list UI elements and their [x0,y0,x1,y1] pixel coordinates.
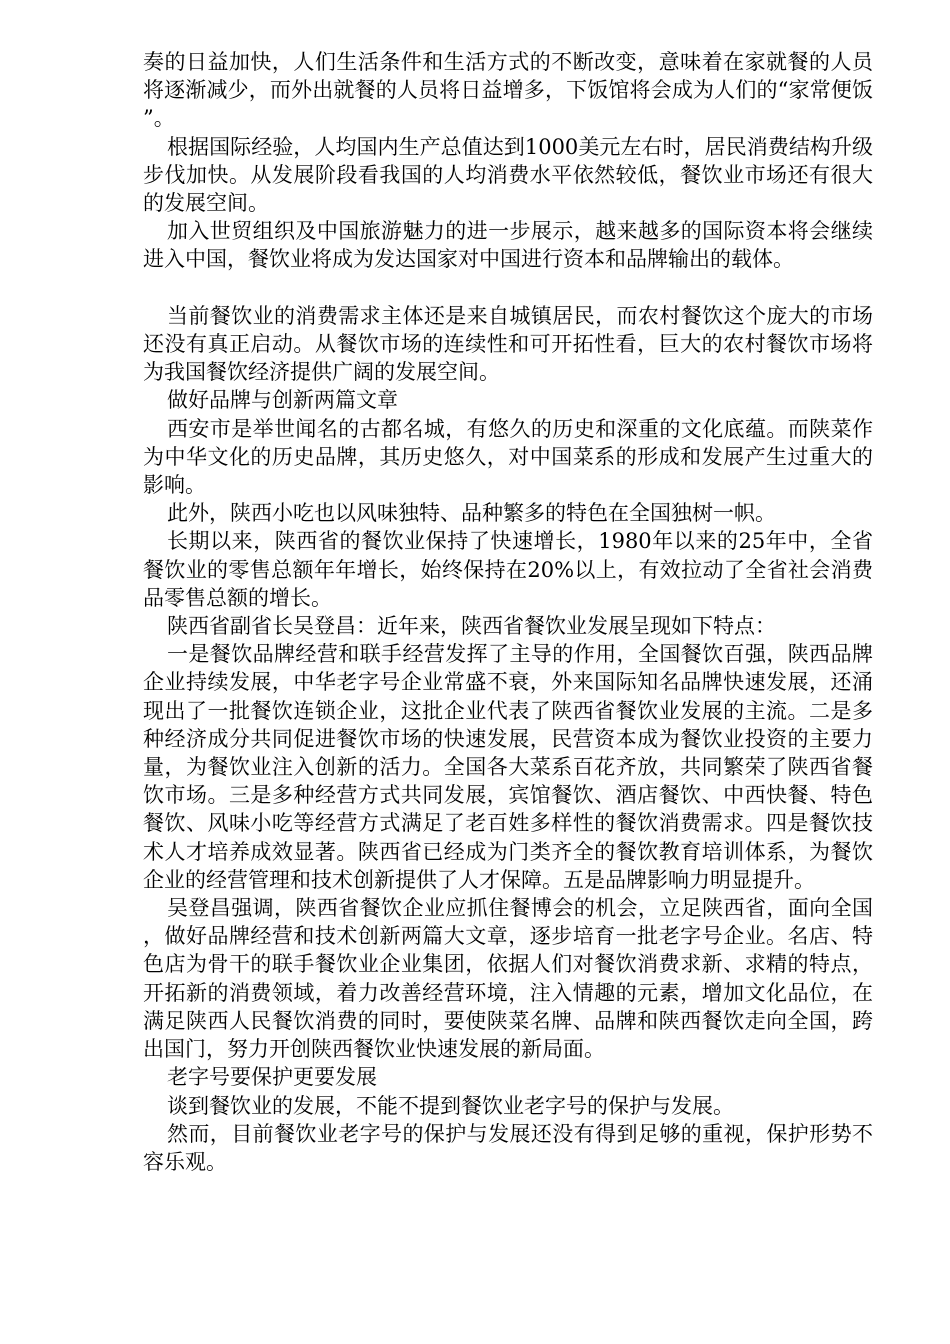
paragraph: 然而，目前餐饮业老字号的保护与发展还没有得到足够的重视，保护形势不容乐观。 [143,1121,873,1174]
blank-line [143,274,873,302]
section-heading: 老字号要保护更要发展 [167,1065,377,1090]
document-body [143,48,873,1176]
paragraph: 当前餐饮业的消费需求主体还是来自城镇居民，而农村餐饮这个庞大的市场还没有真正启动。从餐饮市场的连续性和可开拓性看，巨大的农村餐饮市场将为我国餐饮经济提供广阔的发展空间。 [143,303,873,385]
paragraph: 吴登昌强调，陕西省餐饮企业应抓住餐博会的机会，立足陕西省，面向全国，做好品牌经营和技术创新两篇大文章，逐步培育一批老字号企业。名店、特色店为骨干的联手餐饮业企业集团，依据人们对餐饮消费求新、求精的特点，开拓新的消费领域，着力改善经营环境，注入情趣的元素，增加文化品位，在满足陕西人民餐饮消费的同时，要使陕菜名牌、品牌和陕西餐饮走向全国，跨出国门，努力开创陕西餐饮业快速发展的新局面。 [143,896,873,1062]
paragraph: 加入世贸组织及中国旅游魅力的进一步展示，越来越多的国际资本将会继续进入中国，餐饮业将成为发达国家对中国进行资本和品牌输出的载体。 [143,219,873,272]
paragraph: 根据国际经验，人均国内生产总值达到1000美元左右时，居民消费结构升级步伐加快。从发展阶段看我国的人均消费水平依然较低，餐饮业市场还有很大的发展空间。 [143,134,873,216]
paragraph: 陕西省副省长吴登昌：近年来，陕西省餐饮业发展呈现如下特点： [167,614,776,639]
section-heading: 做好品牌与创新两篇文章 [167,388,398,413]
paragraph: 谈到餐饮业的发展，不能不提到餐饮业老字号的保护与发展。 [167,1093,734,1118]
paragraph: 长期以来，陕西省的餐饮业保持了快速增长，1980年以来的25年中，全省餐饮业的零售总额年年增长，始终保持在20%以上，有效拉动了全省社会消费品零售总额的增长。 [143,529,873,610]
paragraph-continuation: 奏的日益加快，人们生活条件和生活方式的不断改变，意味着在家就餐的人员将逐渐减少，而外出就餐的人员将日益增多，下饭馆将会成为人们的“家常便饭”。 [143,50,873,131]
paragraph: 一是餐饮品牌经营和联手经营发挥了主导的作用，全国餐饮百强，陕西品牌企业持续发展，中华老字号企业常盛不衰，外来国际知名品牌快速发展，还涌现出了一批餐饮连锁企业，这批企业代表了陕西省餐饮业发展的主流。二是多种经济成分共同促进餐饮市场的快速发展，民营资本成为餐饮业投资的主要力量，为餐饮业注入创新的活力。全国各大菜系百花齐放，共同繁荣了陕西省餐饮市场。三是多种经营方式共同发展，宾馆餐饮、酒店餐饮、中西快餐、特色餐饮、风味小吃等经营方式满足了老百姓多样性的餐饮消费需求。四是餐饮技术人才培养成效显著。陕西省已经成为门类齐全的餐饮教育培训体系，为餐饮企业的经营管理和技术创新提供了人才保障。五是品牌影响力明显提升。 [143,642,873,892]
paragraph: 此外，陕西小吃也以风味独特、品种繁多的特色在全国独树一帜。 [167,501,776,526]
paragraph: 西安市是举世闻名的古都名城，有悠久的历史和深重的文化底蕴。而陕菜作为中华文化的历史品牌，其历史悠久，对中国菜系的形成和发展产生过重大的影响。 [143,416,873,498]
